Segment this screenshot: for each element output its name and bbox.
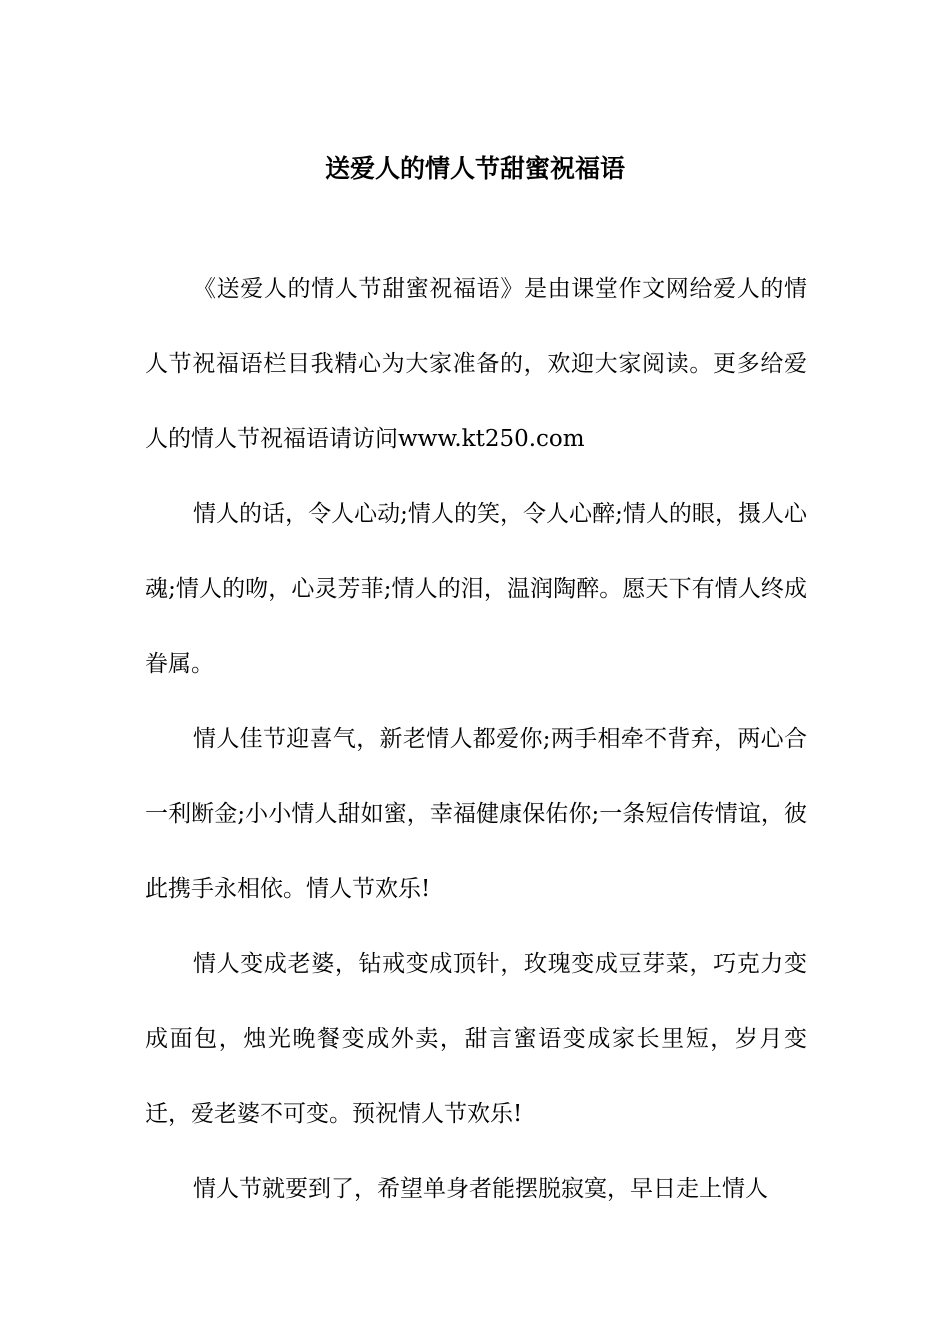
paragraph: 情人的话，令人心动;情人的笑，令人心醉;情人的眼，摄人心魂;情人的吻，心灵芳菲;情人的泪，温润陶醉。愿天下有情人终成眷属。: [145, 501, 807, 677]
paragraph: 情人佳节迎喜气，新老情人都爱你;两手相牵不背弃，两心合一利断金;小小情人甜如蜜，幸福健康保佑你;一条短信传情谊，彼此携手永相依。情人节欢乐!: [145, 726, 807, 902]
document-title: 送爱人的情人节甜蜜祝福语: [324, 153, 625, 183]
paragraph: 情人变成老婆，钻戒变成顶针，玫瑰变成豆芽菜，巧克力变成面包，烛光晚餐变成外卖，甜言蜜语变成家长里短，岁月变迁，爱老婆不可变。预祝情人节欢乐!: [145, 951, 807, 1127]
document-body: [145, 252, 807, 1227]
paragraph: 情人节就要到了，希望单身者能摆脱寂寞，早日走上情人: [193, 1176, 768, 1202]
paragraph-intro: 《送爱人的情人节甜蜜祝福语》是由课堂作文网给爱人的情人节祝福语栏目我精心为大家准备的，欢迎大家阅读。更多给爱人的情人节祝福语请访问www.kt250.com: [145, 276, 807, 452]
